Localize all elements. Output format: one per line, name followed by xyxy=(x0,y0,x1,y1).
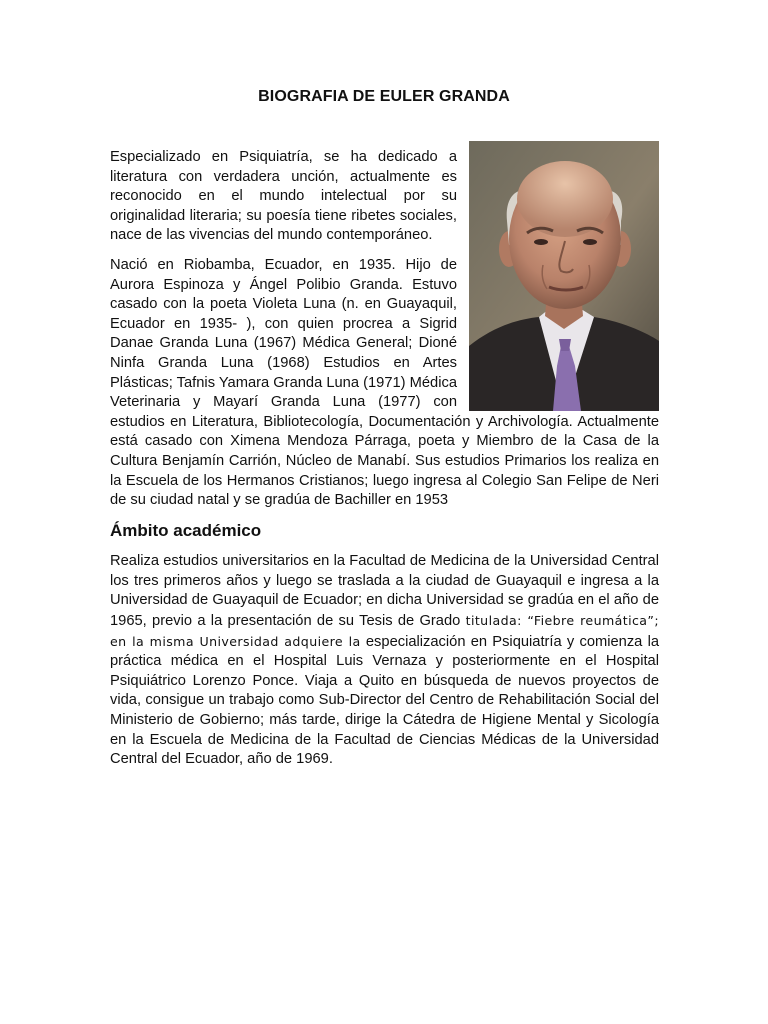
academic-text-part1: Realiza estudios universitarios en la Facultad de Medicina de la Universidad Central los tres primeros años y luego se traslada a la ciudad de Guayaquil e ingresa a la Universidad de Guayaquil de Ecuador; en dicha Universidad se gradúa en el año de 1965, previo a la presentación de su Tesis de Grado xyxy=(110,553,659,630)
biography-paragraph: Nació en Riobamba, Ecuador, en 1935. Hijo de Aurora Espinoza y Ángel Polibio Granda. Estuvo casado con la poeta Violeta Luna (n. en Guayaquil, Ecuador en 1935- ), con quien procrea a Sigrid Danae Granda Luna (1967) Médica General; Dioné Ninfa Granda Luna (1968) Estudios en Artes Plásticas; Tafnis Yamara Granda Luna (1971) Médica Veterinaria y Mayarí Granda Luna (1977) con estudios en Literatura, Bibliotecología, Documentación y Archivología. Actualmente está casado con Ximena Mendoza Párraga, poeta y Miembro de la Casa de la Cultura Benjamín Carrión, Núcleo de Manabí. Sus estudios Primarios los realiza en la Escuela de los Hermanos Cristianos; luego ingresa al Colegio San Felipe de Neri de su ciudad natal y se gradúa de Bachiller en 1953 xyxy=(110,256,659,509)
section-heading: Ámbito académico xyxy=(110,520,262,540)
academic-text-part3: especialización en Psiquiatría y comienza la práctica médica en el Hospital Luis Vernaza y posteriormente en el Hospital Psiquiátrico Lorenzo Ponce. Viaja a Quito en búsqueda de nuevos proyectos de vida, consigue un trabajo como Sub-Director del Centro de Rehabilitación Social del Ministerio de Gobierno; más tarde, dirige la Cátedra de Higiene Mental y Sicología en la Escuela de Medicina de la Facultad de Ciencias Médicas de la Universidad Central del Ecuador, año de 1969. xyxy=(110,633,659,768)
portrait-icon xyxy=(469,141,659,411)
document-body xyxy=(110,148,659,780)
academic-text-part2: titulada: “Fiebre reumática”; en la misma Universidad adquiere la xyxy=(110,613,659,649)
academic-paragraph xyxy=(110,552,659,770)
document-title: BIOGRAFIA DE EULER GRANDA xyxy=(258,88,510,105)
portrait-photo xyxy=(469,141,659,411)
intro-paragraph: Especializado en Psiquiatría, se ha dedicado a literatura con verdadera unción, actualmente es reconocido en el mundo intelectual por su originalidad literaria; su poesía tiene ribetes sociales, nace de las vivencias del mundo contemporáneo. xyxy=(110,149,457,244)
